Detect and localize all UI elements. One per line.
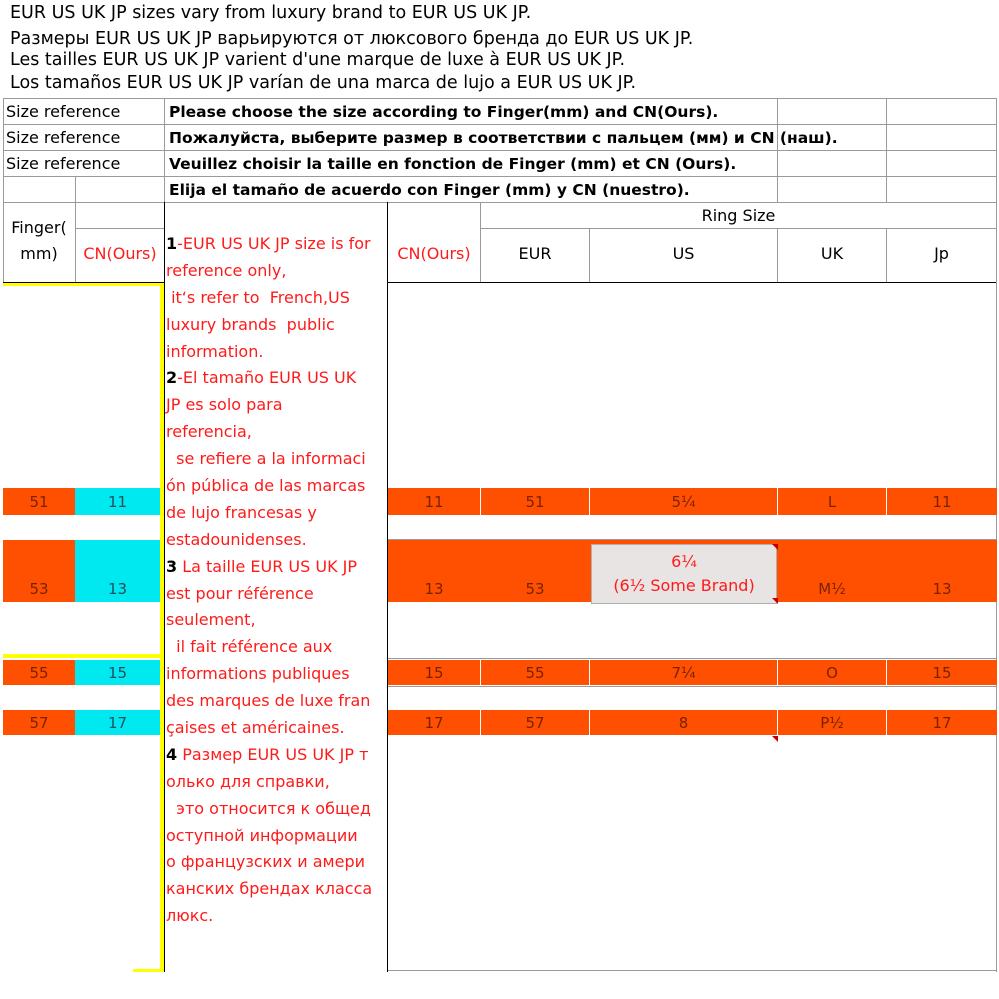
cell-us-51: 5¼	[590, 488, 777, 515]
header-finger: Finger(	[11, 217, 67, 237]
header-jp: Jp	[934, 243, 949, 263]
note-line	[166, 365, 388, 392]
cell-cn-right-53: 13	[424, 580, 444, 598]
cell-eur-57: 57	[481, 710, 589, 735]
size-notes	[166, 231, 388, 930]
grid-line	[388, 970, 997, 971]
size-reference-text: Elija el tamaño de acuerdo con Finger (mm) y CN (nuestro).	[169, 180, 690, 199]
highlight-border	[3, 283, 163, 286]
cell-cn-right-51: 11	[388, 488, 480, 515]
cell-eur-51: 51	[481, 488, 589, 515]
grid-line	[388, 658, 997, 659]
comment-marker	[772, 736, 778, 742]
note-line	[166, 419, 388, 446]
note-line	[166, 661, 388, 688]
size-reference-label	[3, 177, 163, 202]
note-text: reference only,	[166, 260, 287, 280]
note-line	[166, 849, 388, 876]
note-text: о французских и амери	[166, 852, 366, 872]
cell-eur-53: 53	[525, 580, 545, 598]
note-line	[166, 258, 388, 285]
grid-line	[996, 282, 997, 972]
grid-line	[388, 686, 997, 687]
cell-jp-55: 15	[887, 660, 997, 685]
size-reference-label: Size reference	[6, 102, 121, 121]
cell-cn-55: 15	[75, 660, 160, 685]
highlight-border	[160, 283, 164, 971]
cell-uk-57: P½	[778, 710, 886, 735]
size-reference-label: Size reference	[6, 154, 121, 173]
cell-us-57: 8	[590, 710, 777, 735]
cell-uk-51: L	[778, 488, 886, 515]
header-ring-size: Ring Size	[701, 206, 776, 225]
cell-cn-right-55: 15	[388, 660, 480, 685]
grid-line	[164, 202, 165, 972]
grid-line	[75, 228, 165, 229]
highlight-border	[133, 969, 164, 972]
note-text: informations publiques	[166, 664, 350, 684]
grid-line	[164, 98, 165, 203]
note-text: La taille EUR US UK JP	[177, 556, 358, 576]
note-text: seulement,	[166, 610, 256, 630]
cell-jp-57: 17	[887, 710, 997, 735]
intro-line-en: EUR US UK JP sizes vary from luxury brand to EUR US UK JP.	[10, 3, 532, 23]
note-line	[166, 339, 388, 366]
note-line	[166, 715, 388, 742]
note-line	[166, 581, 388, 608]
cell-cn-53: 13	[107, 580, 128, 598]
note-line	[166, 769, 388, 796]
note-line	[166, 742, 388, 769]
intro-line-fr: Les tailles EUR US UK JP varient d'une marque de luxe à EUR US UK JP.	[10, 50, 626, 70]
cell-cn-51: 11	[75, 488, 160, 515]
note-text: information.	[166, 341, 264, 361]
cell-jp-51: 11	[887, 488, 997, 515]
intro-line-ru: Размеры EUR US UK JP варьируются от люксового бренда до EUR US UK JP.	[10, 29, 694, 49]
note-line	[166, 903, 388, 930]
note-text: олько для справки,	[166, 771, 330, 791]
note-text: luxury brands public	[166, 314, 335, 334]
note-line	[166, 876, 388, 903]
note-line	[166, 607, 388, 634]
note-text: se refiere a la informaci	[166, 449, 366, 469]
note-text: de lujo francesas y	[166, 502, 317, 522]
note-line	[166, 446, 388, 473]
note-line	[166, 554, 388, 581]
note-text: Размер EUR US UK JP т	[177, 744, 369, 764]
note-number: 3	[166, 556, 178, 576]
comment-marker	[772, 598, 778, 604]
highlight-border	[3, 654, 163, 658]
size-reference-label: Size reference	[6, 128, 121, 147]
comment-marker	[772, 544, 778, 550]
note-number: 1	[166, 234, 178, 253]
cell-us-55: 7¼	[590, 660, 777, 685]
note-text: estadounidenses.	[166, 529, 307, 549]
size-reference-text: Пожалуйста, выберите размер в соответствии с пальцем (мм) и CN (наш).	[169, 128, 838, 147]
cell-jp-53: 13	[932, 580, 952, 598]
header-finger: mm)	[20, 243, 58, 263]
cell-us-53-value: 6¼	[671, 552, 697, 571]
note-text: люкс.	[166, 906, 214, 926]
cell-us-53	[591, 544, 777, 604]
note-line	[166, 285, 388, 312]
intro-line-es: Los tamaños EUR US UK JP varían de una marca de lujo a EUR US UK JP.	[10, 73, 637, 93]
header-eur: EUR	[518, 243, 552, 263]
cell-uk-55: O	[778, 660, 886, 685]
grid-line	[996, 98, 997, 203]
cell-finger-51: 51	[3, 488, 75, 515]
cell-cn-right-57: 17	[388, 710, 480, 735]
header-cn-right: CN(Ours)	[397, 243, 471, 263]
note-line	[166, 500, 388, 527]
note-line	[166, 473, 388, 500]
cell-finger-57: 57	[3, 710, 75, 735]
header-uk: UK	[820, 243, 844, 263]
note-text: çaises et américaines.	[166, 718, 345, 738]
note-number: 2	[166, 368, 178, 388]
note-line	[166, 392, 388, 419]
cell-eur-55: 55	[481, 660, 589, 685]
note-line	[166, 688, 388, 715]
grid-line	[388, 282, 997, 283]
note-text: it‘s refer to French,US	[166, 287, 350, 307]
grid-line	[777, 98, 778, 203]
note-text: это относится к общед	[166, 798, 371, 818]
size-reference-text: Please choose the size according to Finger(mm) and CN(Ours).	[169, 102, 719, 121]
note-text: ón pública de las marcas	[166, 476, 366, 496]
note-line	[166, 823, 388, 850]
cell-uk-53: M½	[818, 580, 846, 598]
note-text: referencia,	[166, 422, 252, 442]
note-text: des marques de luxe fran	[166, 691, 371, 711]
note-text: -El tamaño EUR US UK	[177, 368, 357, 388]
note-text: канских брендах класса	[166, 879, 373, 899]
note-text: -EUR US UK JP size is for	[177, 234, 371, 253]
grid-line	[886, 98, 887, 203]
note-text: est pour référence	[166, 583, 314, 603]
cell-us-53-note: (6½ Some Brand)	[613, 576, 755, 595]
note-line	[166, 312, 388, 339]
cell-cn-57: 17	[75, 710, 160, 735]
header-cn-left: CN(Ours)	[83, 243, 157, 263]
note-text: il fait référence aux	[166, 637, 333, 657]
note-text: JP es solo para	[166, 395, 283, 415]
cell-finger-55: 55	[3, 660, 75, 685]
size-reference-text: Veuillez choisir la taille en fonction de Finger (mm) et CN (Ours).	[169, 154, 737, 173]
note-line	[166, 231, 388, 258]
note-number: 4	[166, 744, 178, 764]
cell-finger-53: 53	[29, 580, 49, 598]
grid-line	[480, 228, 997, 229]
note-line	[166, 527, 388, 554]
note-line	[166, 634, 388, 661]
header-us: US	[672, 243, 695, 263]
note-line	[166, 796, 388, 823]
note-text: оступной информации	[166, 825, 358, 845]
